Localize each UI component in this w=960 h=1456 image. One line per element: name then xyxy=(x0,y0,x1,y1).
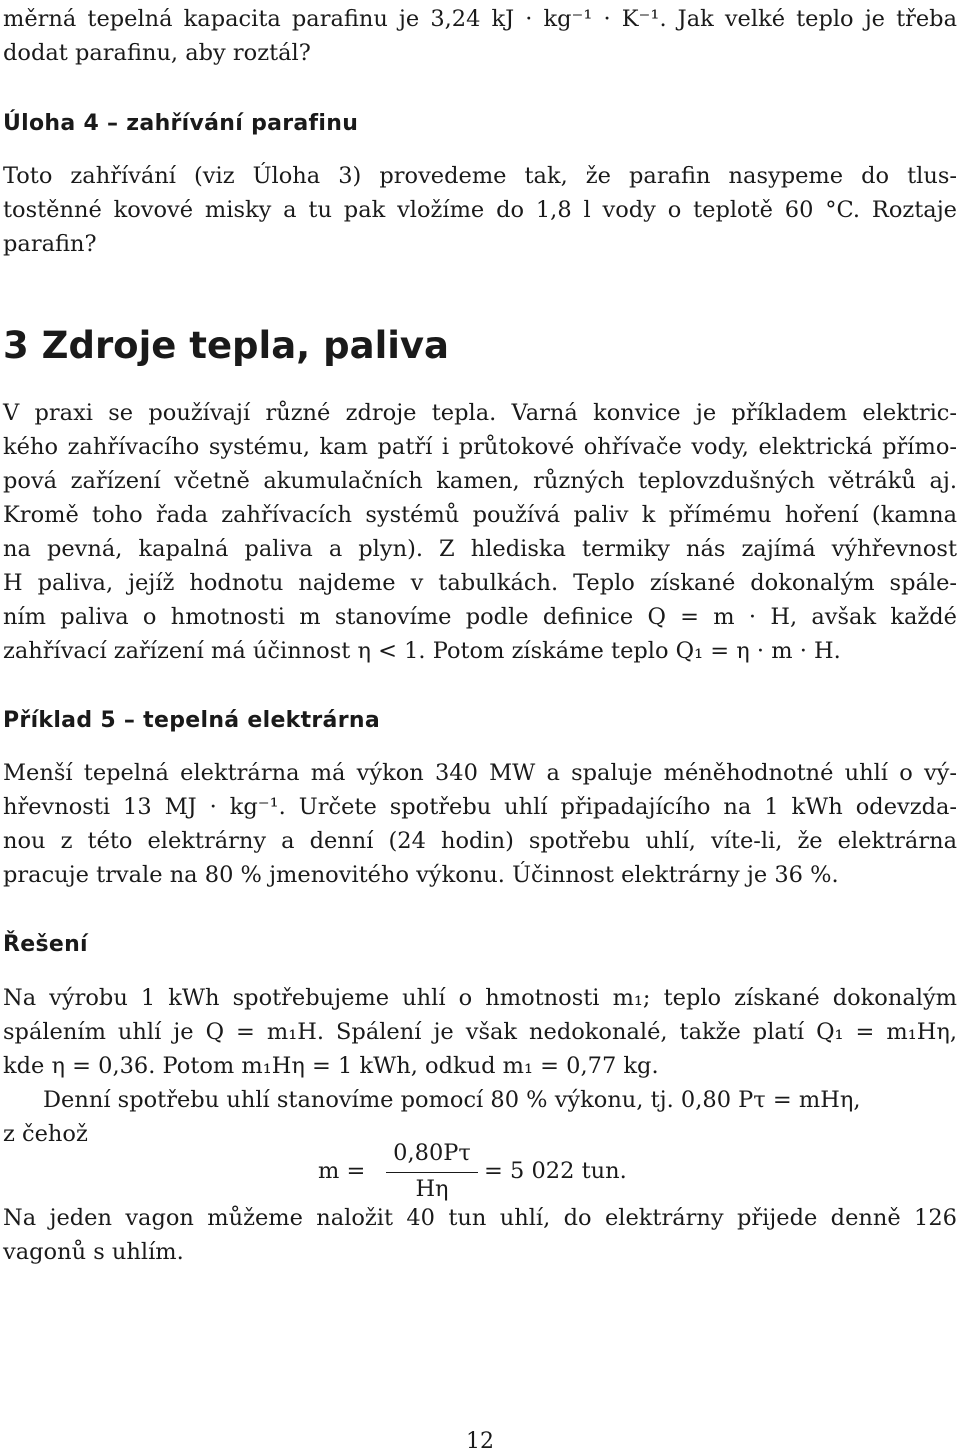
example5-line-3: nou z této elektrárny a denní (24 hodin) spotřebu uhlí, víte-li, že elektrárna xyxy=(3,828,957,854)
section3-line-2: kého zahřívacího systému, kam patří i průtokové ohřívače vody, elektrická přímo- xyxy=(3,434,957,460)
solution-line-5: z čehož xyxy=(3,1121,88,1147)
intro-line-2: dodat parafinu, aby roztál? xyxy=(3,40,311,66)
example5-line-1: Menší tepelná elektrárna má výkon 340 MW a spaluje méněhodnotné uhlí o vý- xyxy=(3,760,957,786)
task4-heading: Úloha 4 – zahřívání parafinu xyxy=(3,111,359,136)
task4-line-2: tostěnné kovové misky a tu pak vložíme do 1,8 l vody o teplotě 60 °C. Roztaje xyxy=(3,197,957,223)
example5-line-4: pracuje trvale na 80 % jmenovitého výkonu. Účinnost elektrárny je 36 %. xyxy=(3,862,839,888)
solution-line-1: Na výrobu 1 kWh spotřebujeme uhlí o hmotnosti m₁; teplo získané dokonalým xyxy=(3,985,957,1011)
task4-line-3: parafin? xyxy=(3,231,97,257)
formula-lhs: m = xyxy=(318,1158,366,1184)
section-heading: 3 Zdroje tepla, paliva xyxy=(3,324,450,367)
fraction-bar xyxy=(386,1172,478,1173)
section3-line-6: H paliva, jejíž hodnotu najdeme v tabulkách. Teplo získané dokonalým spále- xyxy=(3,570,957,596)
solution-line-3: kde η = 0,36. Potom m₁Hη = 1 kWh, odkud m₁ = 0,77 kg. xyxy=(3,1053,659,1079)
formula-numerator: 0,80Pτ xyxy=(393,1140,471,1166)
solution-line-4: Denní spotřebu uhlí stanovíme pomocí 80 % výkonu, tj. 0,80 Pτ = mHη, xyxy=(43,1087,861,1113)
example5-heading: Příklad 5 – tepelná elektrárna xyxy=(3,708,380,733)
intro-line-1: měrná tepelná kapacita parafinu je 3,24 kJ · kg⁻¹ · K⁻¹. Jak velké teplo je třeba xyxy=(3,6,957,32)
solution-line-2: spálením uhlí je Q = m₁H. Spálení je však nedokonalé, takže platí Q₁ = m₁Hη, xyxy=(3,1019,957,1045)
task4-line-1: Toto zahřívání (viz Úloha 3) provedeme tak, že parafin nasypeme do tlus- xyxy=(3,163,957,189)
formula-rhs: = 5 022 tun. xyxy=(484,1158,627,1184)
section3-line-7: ním paliva o hmotnosti m stanovíme podle definice Q = m · H, avšak každé xyxy=(3,604,957,630)
section3-line-5: na pevná, kapalná paliva a plyn). Z hlediska termiky nás zajímá výhřevnost xyxy=(3,536,957,562)
solution-closing-line-1: Na jeden vagon můžeme naložit 40 tun uhlí, do elektrárny přijede denně 126 xyxy=(3,1205,957,1231)
formula-denominator: Hη xyxy=(415,1176,449,1202)
section3-line-3: pová zařízení včetně akumulačních kamen, různých teplovzdušných větráků aj. xyxy=(3,468,957,494)
solution-closing-line-2: vagonů s uhlím. xyxy=(3,1239,184,1265)
section3-line-8: zahřívací zařízení má účinnost η < 1. Potom získáme teplo Q₁ = η · m · H. xyxy=(3,638,841,664)
example5-line-2: hřevnosti 13 MJ · kg⁻¹. Určete spotřebu uhlí připadajícího na 1 kWh odevzda- xyxy=(3,794,957,820)
page-number: 12 xyxy=(466,1429,494,1454)
solution-heading: Řešení xyxy=(3,932,88,957)
section3-line-4: Kromě toho řada zahřívacích systémů používá paliv k přímému hoření (kamna xyxy=(3,502,957,528)
section3-line-1: V praxi se používají různé zdroje tepla. Varná konvice je příkladem elektric- xyxy=(3,400,957,426)
